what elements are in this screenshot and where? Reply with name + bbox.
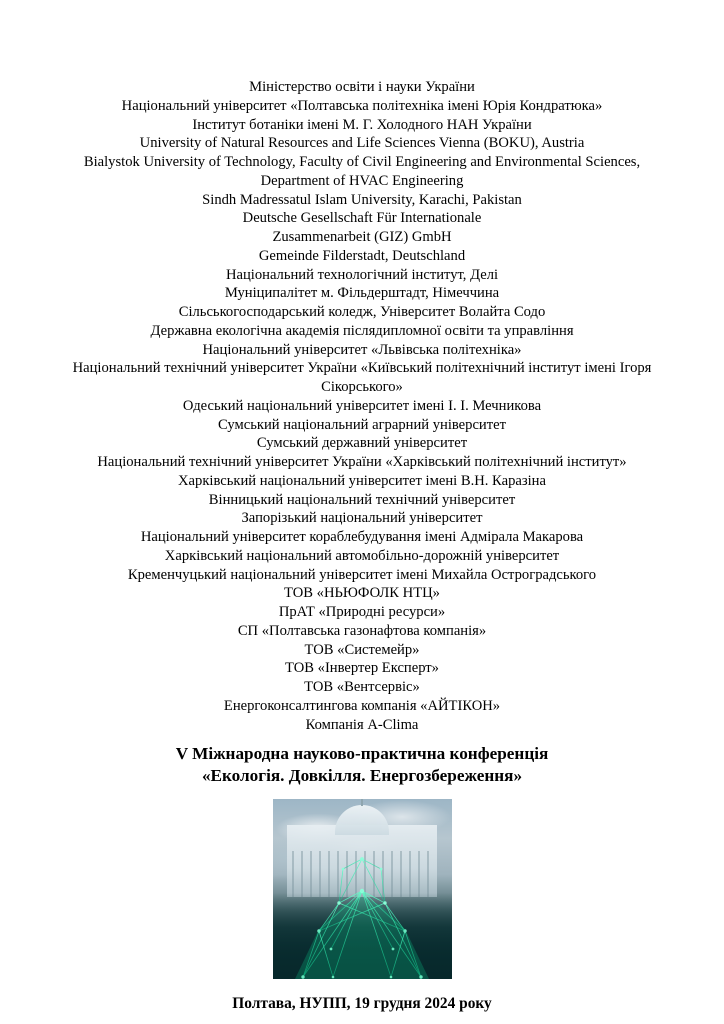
organizer-line: Національний університет «Полтавська політехніка імені Юрія Кондратюка» <box>121 97 603 114</box>
organizer-line: Компанія A-Clima <box>305 716 419 733</box>
organizer-line: Енергоконсалтингова компанія «АЙТІКОН» <box>223 697 501 714</box>
organizer-line: Сільськогосподарський коледж, Університет Волайта Содо <box>178 304 546 320</box>
organizer-line: Сумський державний університет <box>256 435 468 452</box>
conference-title-line-1: V Міжнародна науково-практична конференція <box>175 744 549 764</box>
organizer-line: Gemeinde Filderstadt, Deutschland <box>258 247 466 264</box>
organizer-line: Bialystok University of Technology, Faculty of Civil Engineering and Environmental Sciences, Department of HVAC Engineering <box>83 154 641 189</box>
organizer-line: Національний технологічний інститут, Делі <box>225 266 499 283</box>
organizer-line: Вінницький національний технічний університет <box>208 491 516 508</box>
organizer-line: University of Natural Resources and Life Sciences Vienna (BOKU), Austria <box>139 135 585 152</box>
conference-title-line-2: «Екологія. Довкілля. Енергозбереження» <box>201 766 523 786</box>
organizer-line: ТОВ «НЬЮФОЛК НТЦ» <box>284 585 440 602</box>
organizer-line: Харківський національний університет імені В.Н. Каразіна <box>178 472 546 489</box>
organizer-line: Державна екологічна академія післядипломної освіти та управління <box>150 322 574 339</box>
organizer-line: Sindh Madressatul Islam University, Karachi, Pakistan <box>202 191 522 208</box>
organizer-line: Національний технічний університет України «Харківський політехнічний інститут» <box>97 454 627 470</box>
organizer-line: Міністерство освіти і науки України <box>249 79 475 95</box>
organizer-line: Національний технічний університет України «Київський політехнічний інститут імені Ігоря Сікорського» <box>72 360 652 395</box>
organizer-line: ПрАТ «Природні ресурси» <box>278 604 446 620</box>
location-date-line: Полтава, НУПП, 19 грудня 2024 року <box>232 995 492 1013</box>
organizer-line: Одеський національний університет імені І. І. Мечникова <box>182 397 542 414</box>
organizer-line: Сумський національний аграрний університет <box>218 416 506 433</box>
organizer-line: Національний університет «Львівська політехніка» <box>202 341 522 358</box>
organizers-list <box>60 78 664 734</box>
organizer-line: Муніципалітет м. Фільдерштадт, Німеччина <box>224 285 500 302</box>
conference-cover-image <box>273 799 452 979</box>
organizer-line: Інститут ботаніки імені М. Г. Холодного НАН України <box>192 116 532 133</box>
organizer-line: Кременчуцький національний університет імені Михайла Остроградського <box>127 566 597 583</box>
organizer-line: ТОВ «Вентсервіс» <box>304 679 420 695</box>
hands-network-graphic <box>273 799 452 979</box>
organizer-line: Deutsche Gesellschaft Für Internationale Zusammenarbeit (GIZ) GmbH <box>242 210 482 245</box>
organizer-line: ТОВ «Інвертер Експерт» <box>285 660 439 677</box>
conference-title <box>60 743 664 787</box>
organizer-line: СП «Полтавська газонафтова компанія» <box>237 622 487 639</box>
organizer-line: Запорізький національний університет <box>241 510 483 527</box>
organizer-line: Національний університет кораблебудування імені Адмірала Макарова <box>140 529 584 545</box>
organizer-line: Харківський національний автомобільно-дорожній університет <box>164 547 560 564</box>
organizer-line: ТОВ «Системейр» <box>304 641 420 658</box>
